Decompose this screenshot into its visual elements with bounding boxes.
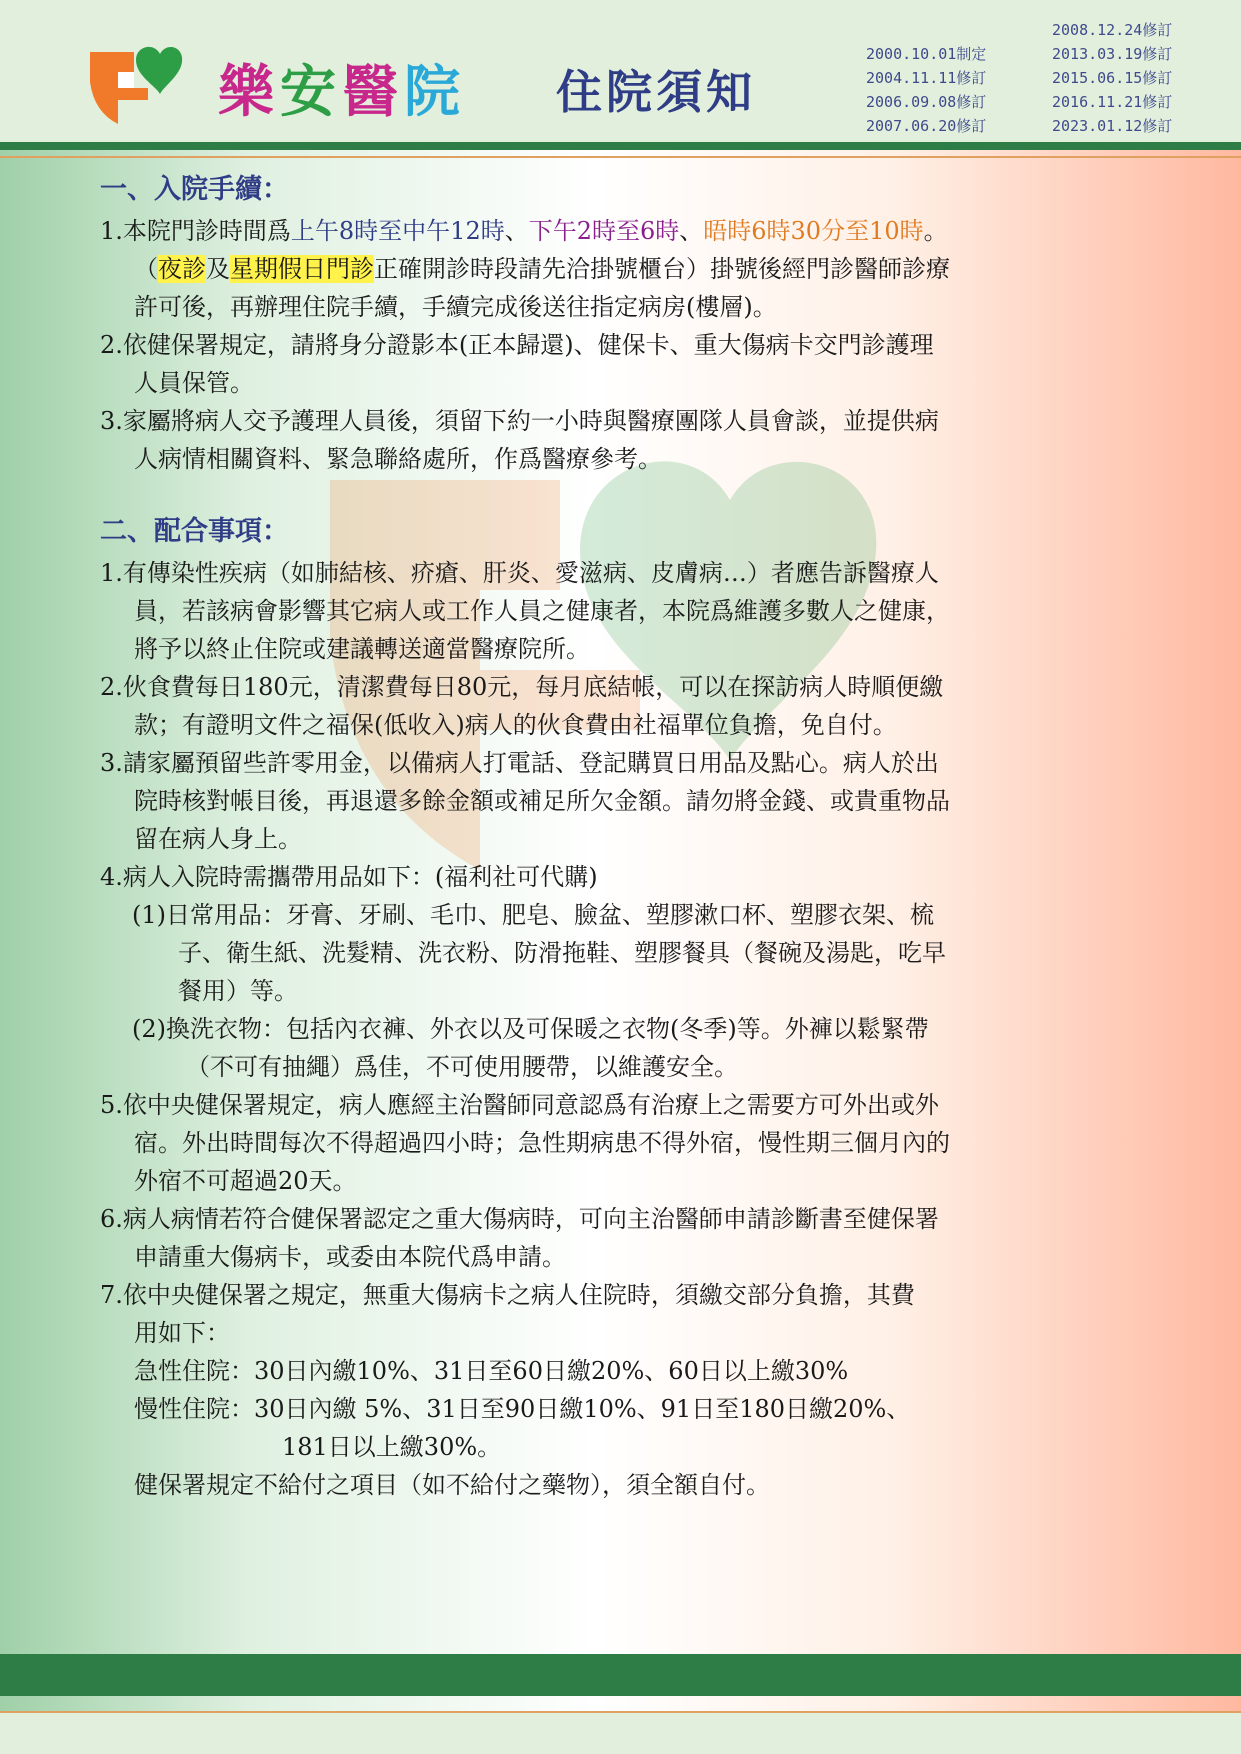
text-run: 1.本院門診時間爲 [100,217,291,245]
section-title: 二、配合事項： [100,516,289,547]
list-item: 2.依健保署規定，請將身分證影本(正本歸還)、健保卡、重大傷病卡交門診護理 [100,331,934,359]
list-item [100,212,1140,250]
hospital-name-char: 醫 [342,60,404,125]
list-item: 3.家屬將病人交予護理人員後，須留下約一小時與醫療團隊人員會談，並提供病 [100,407,939,435]
revision-date: 2000.10.01制定 [866,45,987,63]
list-item: 6.病人病情若符合健保署認定之重大傷病時，可向主治醫師申請診斷書至健保署 [100,1205,939,1233]
notice-content [100,168,1140,1504]
list-item-continuation: 人員保管。 [134,369,254,397]
list-item-continuation: 許可後，再辦理住院手續，手續完成後送往指定病房(樓層)。 [134,293,777,321]
list-item-continuation: 院時核對帳目後，再退還多餘金額或補足所欠金額。請勿將金錢、或貴重物品 [134,787,950,815]
sub-item: (2)換洗衣物：包括內衣褲、外衣以及可保暖之衣物(冬季)等。外褲以鬆緊帶 [132,1015,929,1043]
doc-title: 住院須知 [556,65,756,119]
revision-date: 2006.09.08修訂 [866,93,987,111]
list-item-continuation: 宿。外出時間每次不得超過四小時；急性期病患不得外宿，慢性期三個月內的 [134,1129,950,1157]
revision-list-right [1052,18,1172,138]
revision-date: 2008.12.24修訂 [1052,21,1173,39]
hospital-logo-icon [84,42,184,128]
header-divider-line [0,156,1241,158]
header-divider-bar [0,142,1241,150]
sub-item: (1)日常用品：牙膏、牙刷、毛巾、肥皂、臉盆、塑膠漱口杯、塑膠衣架、梳 [132,901,934,929]
revision-date: 2023.01.12修訂 [1052,117,1173,135]
list-item: 7.依中央健保署之規定，無重大傷病卡之病人住院時，須繳交部分負擔，其費 [100,1281,915,1309]
hospital-name [218,48,466,128]
revision-date: 2004.11.11修訂 [866,69,987,87]
list-item-continuation: 留在病人身上。 [134,825,302,853]
text-run: 正確開診時段請先洽掛號櫃台）掛號後經門診醫師診療 [374,255,950,283]
highlight-holiday-clinic: 星期假日門診 [230,255,374,283]
highlight-night-clinic: 夜診 [158,255,206,283]
list-item-continuation: 外宿不可超過20天。 [134,1167,357,1195]
sub-item-continuation: 餐用）等。 [178,977,298,1005]
hospital-name-char: 院 [404,60,466,125]
list-item-continuation [100,250,1140,288]
list-item: 3.請家屬預留些許零用金，以備病人打電話、登記購買日用品及點心。病人於出 [100,749,939,777]
list-item: 5.依中央健保署規定，病人應經主治醫師同意認爲有治療上之需要方可外出或外 [100,1091,939,1119]
list-item: 2.伙食費每日180元，清潔費每日80元，每月底結帳，可以在探訪病人時順便繳 [100,673,944,701]
section-gap [100,478,1140,510]
evening-hours: 晤時6時30分至10時 [703,217,924,245]
list-item-continuation: 用如下： [134,1319,230,1347]
chronic-copay-rates-continued: 181日以上繳30%。 [282,1433,502,1461]
morning-hours: 上午8時至中午12時 [290,217,505,245]
text-run: 、 [504,217,529,245]
list-item-continuation: 將予以終止住院或建議轉送適當醫療院所。 [134,635,590,663]
sub-item-continuation: 子、衛生紙、洗髮精、洗衣粉、防滑拖鞋、塑膠餐具（餐碗及湯匙，吃早 [178,939,946,967]
text-run: 。 [923,217,948,245]
revision-date: 2016.11.21修訂 [1052,93,1173,111]
acute-copay-rates: 急性住院：30日內繳10%、31日至60日繳20%、60日以上繳30% [134,1357,849,1385]
footer-bar [0,1654,1241,1696]
list-item-continuation: 員，若該病會影響其它病人或工作人員之健康者，本院爲維護多數人之健康， [134,597,950,625]
revision-date: 2013.03.19修訂 [1052,45,1173,63]
revision-list-left [866,42,986,138]
text-run: 及 [206,255,230,283]
sub-item-continuation: （不可有抽繩）爲佳，不可使用腰帶，以維護安全。 [186,1053,738,1081]
footer [0,1713,1241,1754]
list-item-continuation: 申請重大傷病卡，或委由本院代爲申請。 [134,1243,566,1271]
revision-date: 2007.06.20修訂 [866,117,987,135]
chronic-copay-rates: 慢性住院：30日內繳 5%、31日至90日繳10%、91日至180日繳20%、 [134,1395,911,1423]
afternoon-hours: 下午2時至6時 [528,217,680,245]
hospital-name-char: 安 [280,60,342,125]
list-item-continuation: 款；有證明文件之福保(低收入)病人的伙食費由社福單位負擔，免自付。 [134,711,897,739]
section-title: 一、入院手續： [100,174,289,205]
hospital-name-char: 樂 [218,60,280,125]
header [0,0,1241,142]
text-run: （ [134,255,158,283]
uncovered-items-note: 健保署規定不給付之項目（如不給付之藥物），須全額自付。 [134,1471,770,1499]
list-item: 1.有傳染性疾病（如肺結核、疥瘡、肝炎、愛滋病、皮膚病…）者應告訴醫療人 [100,559,939,587]
list-item: 4.病人入院時需攜帶用品如下：(福利社可代購) [100,863,598,891]
revision-date: 2015.06.15修訂 [1052,69,1173,87]
list-item-continuation: 人病情相關資料、緊急聯絡處所，作爲醫療參考。 [134,445,662,473]
text-run: 、 [679,217,704,245]
